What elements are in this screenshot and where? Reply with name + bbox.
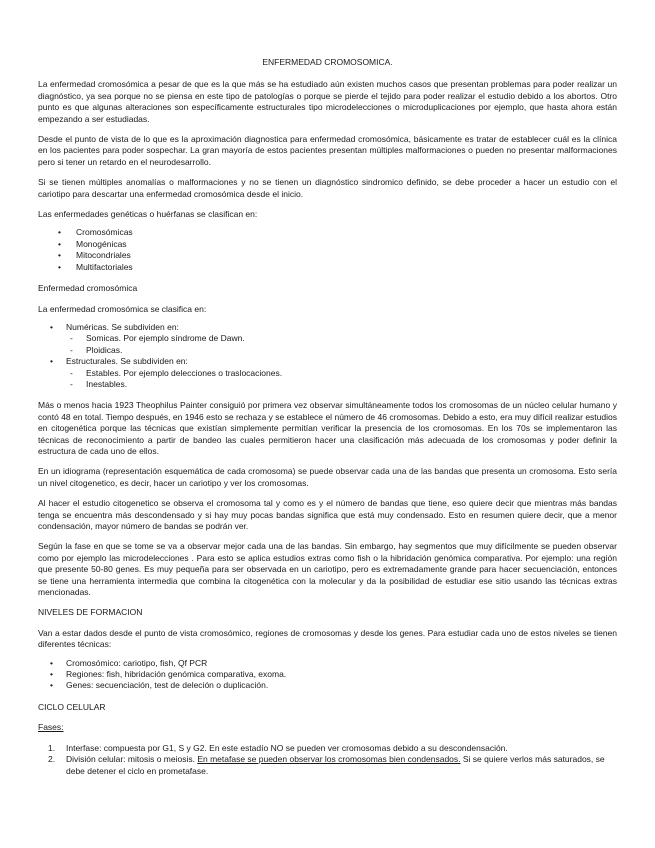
list-number: 2.	[48, 754, 56, 765]
list-number: 1.	[48, 742, 56, 753]
estructurales-sublist	[66, 368, 617, 391]
heading-enfermedad-cromosomica: Enfermedad cromosómica	[38, 283, 138, 294]
paragraph-niveles: Van a estar dados desde el punto de vista cromosómico, regiones de cromosomas y desde los genes. Para estudiar cada uno de estos niveles se tienen diferentes técnicas:	[38, 627, 617, 650]
list-item-text: Interfase: compuesta por G1, S y G2. En este estadío NO se pueden ver cromosomas debido a su descondensación.	[66, 742, 508, 753]
list-item-division-celular	[48, 754, 617, 777]
list-item-estructurales	[66, 356, 617, 390]
sublist-item: - Somicas. Por ejemplo síndrome de Dawn.	[86, 333, 617, 344]
paragraph-diagnostic-approach: Desde el punto de vista de lo que es la aproximación diagnostica para enfermedad cromosómica, básicamente es tratar de establecer cuál es la clínica en los pacientes para poder sospechar. La gran mayoría de estos pacientes presentan múltiples malformaciones o pueden no presentar malformaciones pero si tener un retardo en el neurodesarrollo.	[38, 134, 617, 167]
paragraph-history: Más o menos hacia 1923 Theophilus Painter consiguió por primera vez observar simultáneamente todos los cromosomas de un núcleo celular humano y contó 48 en total. Tiempo después, en 1946 esto se rechaza y se establece el número de 46 cromosomas. Debido a esto, era muy difícil realizar estudios en citogenética porque las técnicas que existían simplemente permitían verificar la presencia de los cromosomas. En los 70s se implementaron las técnicas de reconocimiento a partir de bandeo las cuales permitieron hacer una clasificación más adecuada de los cromosomas y poder definir la estructura de cada uno de ellos.	[38, 400, 617, 456]
paragraph-idiograma: En un idiograma (representación esquemática de cada cromosoma) se puede observar cada una de las bandas que presenta un cromosoma. Esto sería un nivel citogenetico, es decir, hacer un cariotipo y ver los cromosomas.	[38, 466, 617, 488]
numericas-sublist	[66, 333, 617, 356]
document-title: ENFERMEDAD CROMOSOMICA.	[262, 57, 393, 67]
list-item-text: División celular: mitosis o meiosis.	[66, 754, 195, 765]
paragraph-citogenetico: Al hacer el estudio citogenetico se observa el cromosoma tal y como es y el número de bandas que tiene, eso quiere decir que mientras más bandas tenga se encuentra más descondensado y si hay muy pocas bandas significa que está muy condensado. Esto en resumen quiere decir, que a menor condensación, mayor número de bandas se podrán ver.	[38, 498, 617, 531]
list-item-text: Si se quiere verlos más saturados, se debe detener el ciclo en prometafase.	[66, 754, 605, 776]
list-item-numericas	[66, 322, 617, 356]
list-item: • Regiones: fish, hibridación genómica comparativa, exoma.	[66, 669, 617, 680]
paragraph-classification-intro: Las enfermedades genéticas o huérfanas se clasifican en:	[38, 209, 258, 220]
paragraph-cromosomica-classification: La enfermedad cromosómica se clasifica en:	[38, 303, 207, 314]
list-item: • Monogénicas	[76, 239, 617, 250]
list-item: • Mitocondriales	[76, 250, 617, 261]
list-item-underlined-text: En metafase se pueden observar los cromosomas bien condensados.	[197, 754, 461, 765]
list-item-label: Numéricas. Se subdividen en:	[66, 321, 179, 332]
list-item: • Cromosómicas	[76, 227, 617, 238]
heading-ciclo-celular: CICLO CELULAR	[38, 701, 106, 712]
list-item-label: Estructurales. Se subdividen en:	[66, 356, 188, 367]
paragraph-intro: La enfermedad cromosómica a pesar de que es la que más se ha estudiado aún existen muchos casos que presentan problemas para poder realizar un diagnóstico, ya sea porque no se piensa en este tipo de patologías o porque se pierde el tejido para poder realizar el estudio debido a los abortos. Otro punto es que algunas alteraciones son específicamente estructurales tipo microdelecciones o microduplicaciones por ejemplo, que hasta ahora están empezando a ser estudiadas.	[38, 79, 617, 124]
niveles-list	[38, 658, 617, 692]
sublist-item: - Ploidicas.	[86, 345, 617, 356]
cromosomica-types-list	[38, 322, 617, 390]
sublist-item: - Inestables.	[86, 379, 617, 390]
heading-fases: Fases:	[38, 722, 64, 733]
list-item: • Genes: secuenciación, test de deleción o duplicación.	[66, 680, 617, 691]
fases-list	[38, 743, 617, 777]
paragraph-karyotype: Si se tienen múltiples anomalías o malformaciones y no se tienen un diagnóstico sindromico definido, se debe proceder a hacer un estudio con el cariotipo para descartar una enfermedad cromosómica desde el inicio.	[38, 177, 617, 199]
classification-list	[38, 227, 617, 273]
list-item: • Cromosómico: cariotipo, fish, Qf PCR	[66, 658, 617, 669]
list-item: • Multifactoriales	[76, 262, 617, 273]
sublist-item: - Estables. Por ejemplo delecciones o traslocaciones.	[86, 368, 617, 379]
heading-niveles: NIVELES DE FORMACION	[38, 607, 143, 618]
list-item-interfase	[48, 742, 617, 754]
paragraph-fase: Según la fase en que se tome se va a observar mejor cada una de las bandas. Sin embargo, hay segmentos que muy difícilmente se pueden observar como por ejemplo las microdelecciones . Para esto se aplica estudios extras como fish o la hibridación genómica comparativa. Por ejemplo: una región que presente 50-80 genes. Es muy pequeña para ser observada en un cariotipo, pero es extremadamente grande para hacer secuenciación, entonces se tiene una herramienta intermedia que combina la citogenética con la molecular y da la posibilidad de estudiar ese sitio usando las técnicas extras mencionadas.	[38, 541, 617, 598]
